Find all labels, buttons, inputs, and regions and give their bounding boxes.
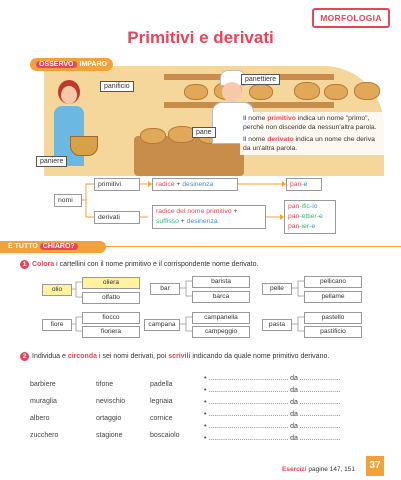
- rule-suffisso: suffisso: [156, 218, 179, 225]
- derived-card[interactable]: pastificio: [304, 326, 362, 338]
- derived-card[interactable]: campeggio: [192, 326, 250, 338]
- answer-line[interactable]: • ......................................... da .....................: [204, 423, 341, 430]
- instruction-text: i cartellini con il nome primitivo e il corrispondente nome derivato.: [54, 261, 259, 268]
- primitive-card[interactable]: campana: [144, 319, 180, 331]
- diagram-primitivi-example: [286, 178, 322, 191]
- word-item[interactable]: nevischio: [96, 398, 126, 405]
- word-item[interactable]: tifone: [96, 381, 114, 388]
- example-suffix: -ific-: [299, 203, 313, 210]
- answer-line[interactable]: • ......................................... da .....................: [204, 435, 341, 442]
- instruction-verb: circonda: [67, 353, 97, 360]
- definition-box: [240, 112, 384, 155]
- instruction-verb: scrivili: [168, 353, 191, 360]
- chiaro-banner: [0, 241, 106, 253]
- answer-line[interactable]: • ......................................... da .....................: [204, 375, 341, 382]
- bread-icon: [354, 82, 380, 100]
- derived-card[interactable]: pellame: [304, 291, 362, 303]
- rule-plus: +: [178, 218, 187, 225]
- derived-card[interactable]: barista: [192, 276, 250, 288]
- page-title: Primitivi e derivati: [127, 28, 274, 47]
- example-derivato: [288, 212, 332, 222]
- exercise-number: 2: [20, 352, 29, 361]
- example-root: pan: [288, 213, 300, 220]
- definition-primitivo: [243, 114, 381, 132]
- derived-card[interactable]: olfatto: [82, 292, 140, 304]
- example-ending: io: [312, 203, 318, 210]
- diagram-primitivi: primitivi: [94, 178, 140, 191]
- keyword-primitivo: primitivo: [267, 115, 296, 122]
- diagram-derivati-rule: [152, 205, 266, 229]
- example-derivato: [288, 222, 332, 232]
- imparo-label: IMPARO: [79, 61, 107, 68]
- primitive-card[interactable]: olio: [42, 284, 72, 296]
- example-root: pan: [290, 181, 302, 188]
- bread-icon: [294, 82, 320, 100]
- rule-desinenza: desinenza: [186, 218, 218, 225]
- example-suffix: -ier-: [299, 223, 312, 230]
- bread-icon: [324, 84, 348, 100]
- primitive-card[interactable]: pelle: [262, 283, 292, 295]
- derived-card[interactable]: pellicano: [304, 276, 362, 288]
- instruction-verb: Colora: [32, 261, 55, 268]
- word-item[interactable]: zucchero: [30, 432, 59, 439]
- primitive-card[interactable]: pasta: [262, 319, 292, 331]
- example-root: pan: [288, 203, 300, 210]
- exercise-reference-label: Esercizi: [282, 466, 307, 473]
- word-item[interactable]: albero: [30, 415, 50, 422]
- osserva-imparo-banner: [30, 58, 113, 71]
- label-pane: pane: [192, 127, 216, 138]
- derived-card[interactable]: fioriera: [82, 326, 140, 338]
- rule-radice-primitivo: radice del nome primitivo: [156, 208, 232, 215]
- example-ending: e: [311, 223, 316, 230]
- section-tag: MORFOLOGIA: [312, 8, 390, 28]
- label-panificio: panificio: [100, 81, 134, 92]
- answer-line[interactable]: • ......................................... da .....................: [204, 411, 341, 418]
- rule-radice: radice: [156, 181, 175, 188]
- answer-line[interactable]: • ......................................... da .....................: [204, 399, 341, 406]
- derived-card[interactable]: pastello: [304, 312, 362, 324]
- definition-derivato: [243, 135, 381, 153]
- definition-text: indica un nome "primo", perché non discende da nessun'altra parola.: [243, 115, 377, 131]
- diagram-derivati: derivati: [94, 211, 140, 224]
- word-item[interactable]: cornice: [150, 415, 173, 422]
- example-root: pan: [288, 223, 300, 230]
- diagram-derivati-examples: [284, 200, 336, 234]
- rule-plus: +: [174, 181, 183, 188]
- instruction-text: indicando da quale nome primitivo derivano.: [190, 353, 330, 360]
- word-item[interactable]: padella: [150, 381, 173, 388]
- exercise-1-instruction: [32, 260, 258, 269]
- instruction-text: i sei nomi derivati, poi: [97, 353, 169, 360]
- word-item[interactable]: boscaiolo: [150, 432, 180, 439]
- word-item[interactable]: muraglia: [30, 398, 57, 405]
- definition-text: Il nome: [243, 115, 268, 122]
- word-item[interactable]: legnaia: [150, 398, 173, 405]
- exercise-number: 1: [20, 260, 29, 269]
- chiaro-label-highlight: CHIARO?: [40, 243, 78, 250]
- derived-card[interactable]: barca: [192, 291, 250, 303]
- exercise-2-instruction: [32, 352, 352, 361]
- example-suffix: -ettier-: [299, 213, 319, 220]
- label-panettiere: panettiere: [241, 74, 280, 85]
- primitive-card[interactable]: bar: [150, 283, 180, 295]
- word-item[interactable]: ortaggio: [96, 415, 122, 422]
- page-number: 37: [366, 456, 384, 476]
- rule-plus: +: [231, 208, 238, 215]
- word-item[interactable]: barbiere: [30, 381, 56, 388]
- osserva-label: OSSERVO: [36, 61, 77, 68]
- example-ending: -e: [301, 181, 308, 188]
- example-derivato: [288, 202, 332, 212]
- definition-text: Il nome: [243, 136, 268, 143]
- derived-card[interactable]: oliera: [82, 277, 140, 289]
- derived-card[interactable]: fiocco: [82, 312, 140, 324]
- label-paniere: paniere: [36, 156, 67, 167]
- derived-card[interactable]: campanella: [192, 312, 250, 324]
- word-item[interactable]: stagione: [96, 432, 123, 439]
- definition-text: indica un nome che deriva da un'altra parola.: [243, 136, 375, 152]
- example-ending: e: [318, 213, 323, 220]
- rule-desinenza: desinenza: [182, 181, 214, 188]
- bread-icon: [140, 128, 166, 144]
- answer-line[interactable]: • ......................................... da .....................: [204, 387, 341, 394]
- diagram-root: nomi: [54, 194, 82, 207]
- exercise-reference: [282, 466, 355, 473]
- exercise-reference-pages: pagine 147, 151: [306, 466, 356, 473]
- keyword-derivato: derivato: [267, 136, 294, 143]
- primitive-card[interactable]: fiore: [42, 319, 72, 331]
- chiaro-label: È TUTTO: [8, 243, 38, 250]
- instruction-text: Individua e: [32, 353, 68, 360]
- diagram-primitivi-rule: [152, 178, 238, 191]
